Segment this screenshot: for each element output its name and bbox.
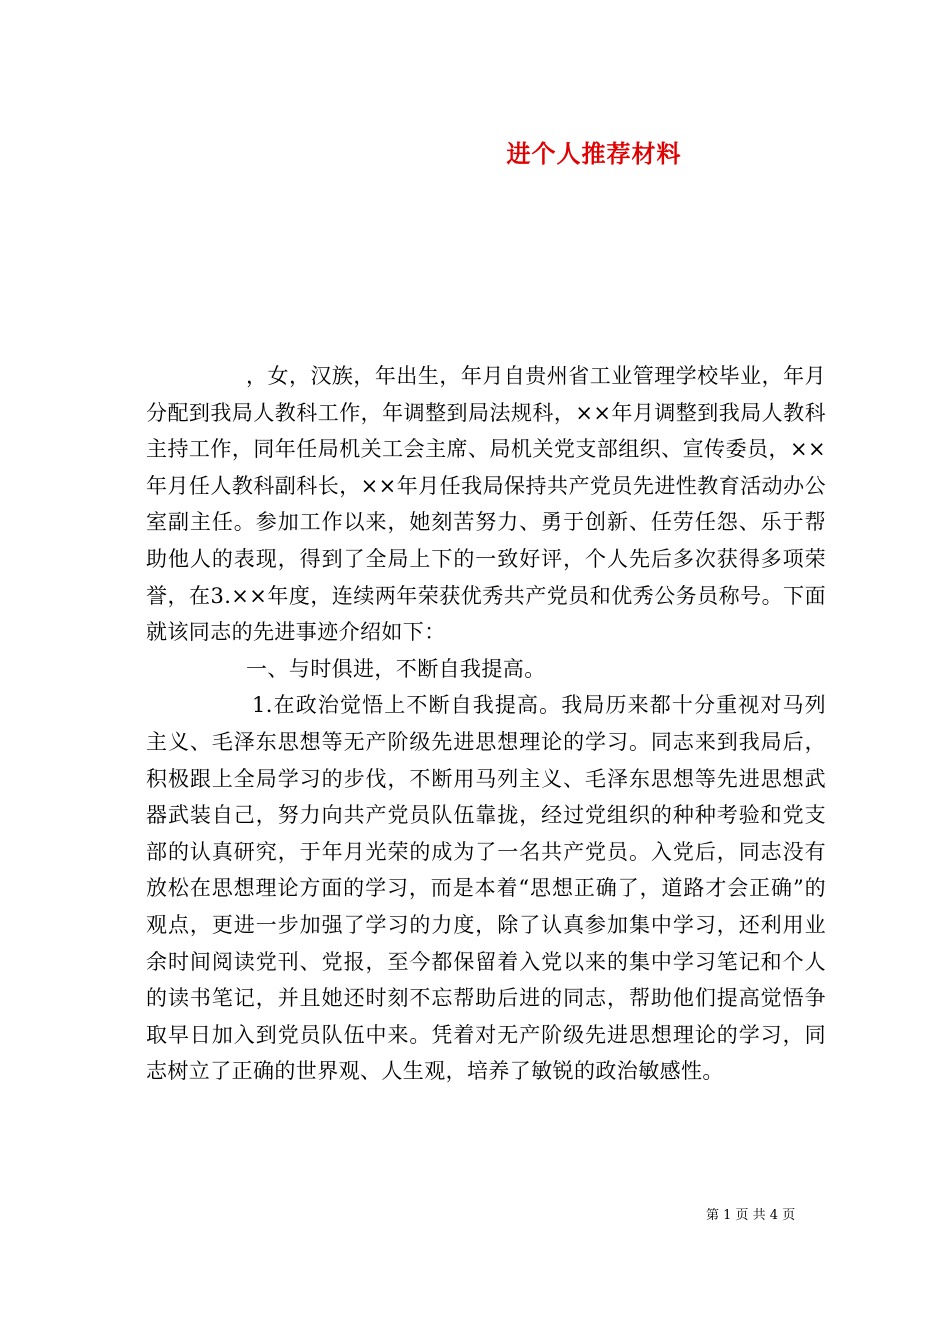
section-heading: 一、与时俱进，不断自我提高。 [246,656,546,681]
document-body [146,358,826,1090]
subsection-paragraph: 1.在政治觉悟上不断自我提高。我局历来都十分重视对马列主义、毛泽东思想等无产阶级先进思想理论的学习。同志来到我局后，积极跟上全局学习的步伐，不断用马列主义、毛泽东思想等先进思想武器武装自己，努力向共产党员队伍靠拢，经过党组织的种种考验和党支部的认真研究，于年月光荣的成为了一名共产党员。入党后，同志没有放松在思想理论方面的学习，而是本着“思想正确了，道路才会正确”的观点，更进一步加强了学习的力度，除了认真参加集中学习，还利用业余时间阅读党刊、党报，至今都保留着入党以来的集中学习笔记和个人的读书笔记，并且她还时刻不忘帮助后进的同志，帮助他们提高觉悟争取早日加入到党员队伍中来。凭着对无产阶级先进思想理论的学习，同志树立了正确的世界观、人生观，培养了敏锐的政治敏感性。 [146,693,826,1084]
document-title: 进个人推荐材料 [506,140,682,168]
page-number: 第 1 页 共 4 页 [706,1208,796,1223]
intro-paragraph: ，女，汉族，年出生，年月自贵州省工业管理学校毕业，年月分配到我局人教科工作，年调整到局法规科，××年月调整到我局人教科主持工作，同年任局机关工会主席、局机关党支部组织、宣传委员，××年月任人教科副科长，××年月任我局保持共产党员先进性教育活动办公室副主任。参加工作以来，她刻苦努力、勇于创新、任劳任怨、乐于帮助他人的表现，得到了全局上下的一致好评，个人先后多次获得多项荣誉，在3.××年度，连续两年荣获优秀共产党员和优秀公务员称号。下面就该同志的先进事迹介绍如下： [146,364,826,645]
